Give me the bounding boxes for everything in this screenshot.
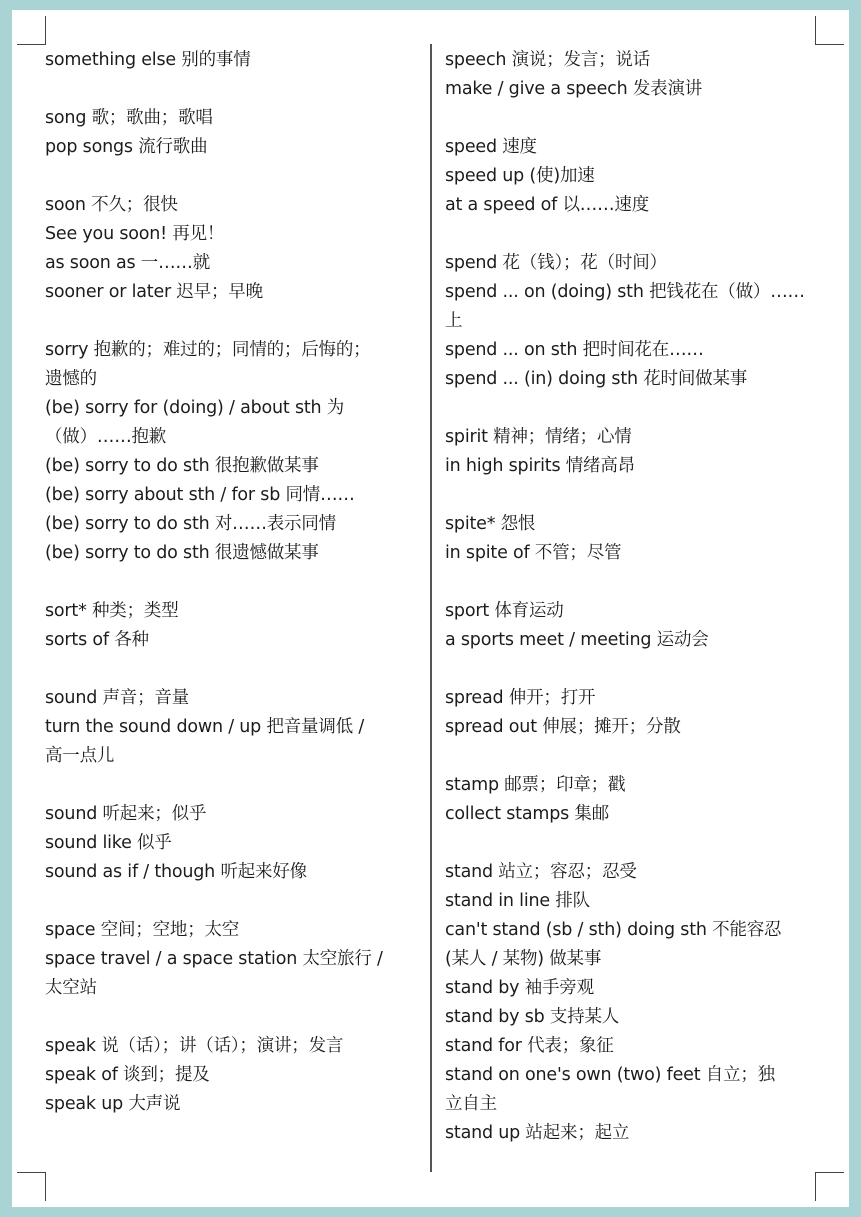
entry-line: (be) sorry to do sth 很遗憾做某事 — [45, 543, 319, 563]
entry-line: speed 速度 — [445, 137, 537, 157]
entry-line: speak 说（话）；讲（话）；演讲；发言 — [45, 1036, 344, 1056]
vocab-entry — [45, 46, 423, 75]
entry-line: sort* 种类；类型 — [45, 601, 179, 621]
entry-line: speak up 大声说 — [45, 1094, 181, 1114]
entry-line: speed up (使)加速 — [445, 166, 595, 186]
entry-line: 立自主 — [445, 1094, 497, 1114]
entry-line: stand by 袖手旁观 — [445, 978, 594, 998]
entry-line: (be) sorry to do sth 很抱歉做某事 — [45, 456, 319, 476]
right-column — [445, 46, 823, 1177]
vocab-entry — [445, 684, 823, 742]
entry-line: spite* 怨恨 — [445, 514, 536, 534]
vocab-entry — [45, 916, 423, 1003]
entry-line: stand for 代表；象征 — [445, 1036, 614, 1056]
entry-line: space travel / a space station 太空旅行 / — [45, 949, 383, 969]
vocab-entry — [445, 133, 823, 220]
entry-line: (be) sorry to do sth 对……表示同情 — [45, 514, 336, 534]
entry-line: sooner or later 迟早；早晚 — [45, 282, 263, 302]
entry-line: 上 — [445, 311, 463, 331]
entry-line: sound like 似乎 — [45, 833, 172, 853]
entry-line: sound as if / though 听起来好像 — [45, 862, 307, 882]
vocab-entry — [445, 46, 823, 104]
vocab-entry — [45, 597, 423, 655]
column-divider — [430, 44, 432, 1172]
entry-line: (be) sorry about sth / for sb 同情…… — [45, 485, 355, 505]
entry-line: stand up 站起来；起立 — [445, 1123, 630, 1143]
vocab-entry — [445, 771, 823, 829]
entry-line: collect stamps 集邮 — [445, 804, 610, 824]
entry-line: something else 别的事情 — [45, 50, 251, 70]
entry-line: stand on one's own (two) feet 自立；独 — [445, 1065, 775, 1085]
entry-line: (be) sorry for (doing) / about sth 为 — [45, 398, 345, 418]
entry-line: See you soon! 再见！ — [45, 224, 225, 244]
vocab-entry — [45, 800, 423, 887]
entry-line: 太空站 — [45, 978, 97, 998]
vocab-entry — [45, 684, 423, 771]
vocab-entry — [45, 104, 423, 162]
entry-line: a sports meet / meeting 运动会 — [445, 630, 709, 650]
entry-line: stand by sb 支持某人 — [445, 1007, 620, 1027]
entry-line: sorry 抱歉的；难过的；同情的；后悔的； — [45, 340, 371, 360]
entry-line: speak of 谈到；提及 — [45, 1065, 210, 1085]
entry-line: 高一点儿 — [45, 746, 115, 766]
entry-line: pop songs 流行歌曲 — [45, 137, 208, 157]
entry-line: at a speed of 以……速度 — [445, 195, 649, 215]
crop-mark-top-left — [17, 16, 46, 45]
entry-line: （做）……抱歉 — [45, 427, 167, 447]
vocabulary-page — [12, 10, 849, 1207]
entry-line: speech 演说；发言；说话 — [445, 50, 651, 70]
entry-line: spend 花（钱）；花（时间） — [445, 253, 667, 273]
vocab-entry — [45, 1032, 423, 1119]
entry-line: sport 体育运动 — [445, 601, 564, 621]
entry-line: in high spirits 情绪高昂 — [445, 456, 635, 476]
entry-line: soon 不久；很快 — [45, 195, 178, 215]
entry-line: stand in line 排队 — [445, 891, 590, 911]
entry-line: in spite of 不管；尽管 — [445, 543, 622, 563]
vocab-entry — [445, 858, 823, 1148]
entry-line: spread 伸开；打开 — [445, 688, 596, 708]
entry-line: make / give a speech 发表演讲 — [445, 79, 703, 99]
entry-line: can't stand (sb / sth) doing sth 不能容忍 — [445, 920, 782, 940]
vocab-entry — [445, 597, 823, 655]
entry-line: as soon as 一……就 — [45, 253, 210, 273]
entry-line: stand 站立；容忍；忍受 — [445, 862, 637, 882]
vocab-entry — [45, 336, 423, 568]
entry-line: sorts of 各种 — [45, 630, 149, 650]
entry-line: stamp 邮票；印章；戳 — [445, 775, 626, 795]
entry-line: turn the sound down / up 把音量调低 / — [45, 717, 365, 737]
vocab-entry — [45, 191, 423, 307]
entry-line: (某人 / 某物) 做某事 — [445, 949, 602, 969]
vocab-entry — [445, 423, 823, 481]
entry-line: spend ... on sth 把时间花在…… — [445, 340, 704, 360]
entry-line: song 歌；歌曲；歌唱 — [45, 108, 213, 128]
vocab-entry — [445, 510, 823, 568]
entry-line: sound 声音；音量 — [45, 688, 189, 708]
entry-line: spend ... (in) doing sth 花时间做某事 — [445, 369, 748, 389]
entry-line: spirit 精神；情绪；心情 — [445, 427, 632, 447]
entry-line: spread out 伸展；摊开；分散 — [445, 717, 681, 737]
entry-line: space 空间；空地；太空 — [45, 920, 240, 940]
crop-mark-top-right — [815, 16, 844, 45]
left-column — [45, 46, 423, 1148]
crop-mark-bottom-left — [17, 1172, 46, 1201]
entry-line: spend ... on (doing) sth 把钱花在（做）…… — [445, 282, 805, 302]
entry-line: 遗憾的 — [45, 369, 97, 389]
entry-line: sound 听起来；似乎 — [45, 804, 207, 824]
vocab-entry — [445, 249, 823, 394]
